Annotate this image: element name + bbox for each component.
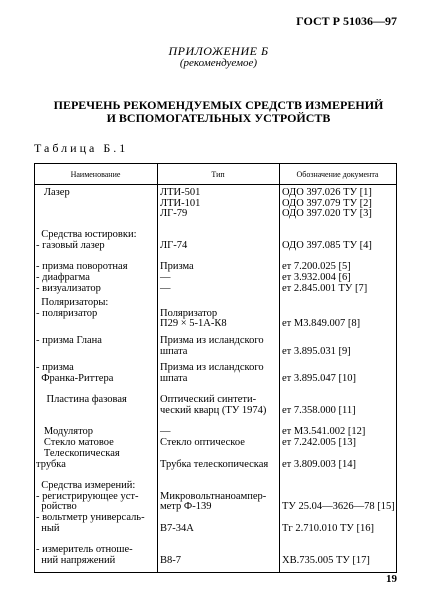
table-cell-doc: ет М3.849.007 [8] <box>282 318 361 329</box>
table-cell-type: шпата <box>160 372 188 384</box>
equipment-table <box>34 163 397 573</box>
table-cell-type: В7-34А <box>160 522 194 534</box>
table-cell-doc: ОДО 397.026 ТУ [1] <box>282 187 372 198</box>
table-cell-name: Средства измерений: <box>36 480 136 491</box>
table-cell-type: — <box>160 272 171 283</box>
table-cell-name: ный <box>36 522 60 534</box>
table-cell-name: - поляризатор <box>36 307 98 319</box>
table-column-divider-2 <box>279 163 280 573</box>
page-number: 19 <box>386 573 397 585</box>
column-header-type: Тип <box>211 170 225 179</box>
table-cell-type: П29 × 5-1А-К8 <box>160 318 227 329</box>
table-cell-type: Стекло оптическое <box>160 437 245 448</box>
appendix-subtitle: (рекомендуемое) <box>179 57 258 69</box>
table-right-border <box>396 163 397 573</box>
table-cell-type: ЛТИ-501 <box>160 187 201 198</box>
table-cell-type: шпата <box>160 345 188 357</box>
table-cell-type: Призма из исландского <box>160 335 264 346</box>
table-cell-type: — <box>160 426 171 437</box>
document-heading-line-1: ПЕРЕЧЕНЬ РЕКОМЕНДУЕМЫХ СРЕДСТВ ИЗМЕРЕНИЙ <box>53 98 384 112</box>
table-cell-name: Поляризаторы: <box>36 297 109 308</box>
table-cell-type: ЛГ-79 <box>160 208 188 219</box>
table-cell-type: — <box>160 283 171 294</box>
table-cell-name: - призма поворотная <box>36 261 128 272</box>
table-cell-name: - регистрирующее уст- <box>36 490 139 502</box>
standard-number: ГОСТ Р 51036—97 <box>296 14 397 28</box>
table-cell-name: ройство <box>36 501 77 512</box>
table-cell-type: В8-7 <box>160 554 181 566</box>
table-cell-doc: ет М3.541.002 [12] <box>282 426 366 437</box>
table-cell-doc: ет 7.242.005 [13] <box>282 437 356 448</box>
table-column-divider-1 <box>157 163 158 573</box>
table-header-border <box>34 184 397 185</box>
table-cell-doc: ет 3.809.003 [14] <box>282 458 356 470</box>
table-cell-doc: ОДО 397.020 ТУ [3] <box>282 208 372 219</box>
table-cell-doc: ОДО 397.079 ТУ [2] <box>282 197 372 209</box>
table-cell-type: ЛТИ-101 <box>160 197 201 209</box>
table-cell-name: Франка-Риттера <box>36 372 114 384</box>
table-cell-doc: ХВ.735.005 ТУ [17] <box>282 554 370 566</box>
table-cell-doc: ТУ 25.04—3626—78 [15] <box>282 501 395 512</box>
table-cell-name: - газовый лазер <box>36 239 105 251</box>
table-cell-name: - призма <box>36 362 74 373</box>
table-cell-doc: ет 7.358.000 [11] <box>282 404 356 416</box>
table-cell-doc: ет 3.932.004 [6] <box>282 272 351 283</box>
table-top-border <box>34 163 397 164</box>
table-cell-type: Призма <box>160 261 194 272</box>
table-bottom-border <box>34 572 397 573</box>
column-header-name: Наименование <box>70 170 121 179</box>
table-cell-type: Микровольтнаноампер- <box>160 490 267 502</box>
document-heading-line-2: И ВСПОМОГАТЕЛЬНЫХ УСТРОЙСТВ <box>106 111 331 125</box>
table-cell-type: Поляризатор <box>160 307 218 319</box>
table-cell-doc: Тг 2.710.010 ТУ [16] <box>282 522 374 534</box>
appendix-title: ПРИЛОЖЕНИЕ Б <box>168 44 269 58</box>
table-cell-name: Средства юстировки: <box>36 229 137 240</box>
table-cell-name: - вольтметр универсаль- <box>36 512 145 523</box>
table-cell-name: - измеритель отноше- <box>36 544 133 555</box>
table-cell-name: ний напряжений <box>36 554 116 566</box>
table-cell-name: Телескопическая <box>36 448 120 459</box>
table-cell-name: - призма Глана <box>36 335 102 346</box>
table-cell-type: метр Ф-139 <box>160 501 212 512</box>
table-cell-name: - визуализатор <box>36 283 101 294</box>
table-cell-name: Модулятор <box>36 426 94 437</box>
table-cell-name: Лазер <box>36 187 70 198</box>
table-cell-type: Оптический синтети- <box>160 394 257 405</box>
table-cell-doc: ет 3.895.047 [10] <box>282 372 356 384</box>
table-cell-doc: ОДО 397.085 ТУ [4] <box>282 239 372 251</box>
table-cell-name: - диафрагма <box>36 272 90 283</box>
table-cell-doc: ет 2.845.001 ТУ [7] <box>282 283 368 294</box>
table-cell-name: Стекло матовое <box>36 437 114 448</box>
table-caption: Таблица Б.1 <box>34 141 129 155</box>
table-cell-name: Пластина фазовая <box>36 394 127 405</box>
table-left-border <box>34 163 35 573</box>
table-cell-name: трубка <box>36 458 66 470</box>
table-cell-type: ЛГ-74 <box>160 239 188 251</box>
table-cell-doc: ет 3.895.031 [9] <box>282 345 351 357</box>
table-cell-type: Призма из исландского <box>160 362 264 373</box>
table-cell-type: Трубка телескопическая <box>160 458 269 470</box>
table-cell-doc: ет 7.200.025 [5] <box>282 261 351 272</box>
table-cell-type: ческий кварц (ТУ 1974) <box>160 404 267 416</box>
column-header-document: Обозначение документа <box>296 170 379 179</box>
